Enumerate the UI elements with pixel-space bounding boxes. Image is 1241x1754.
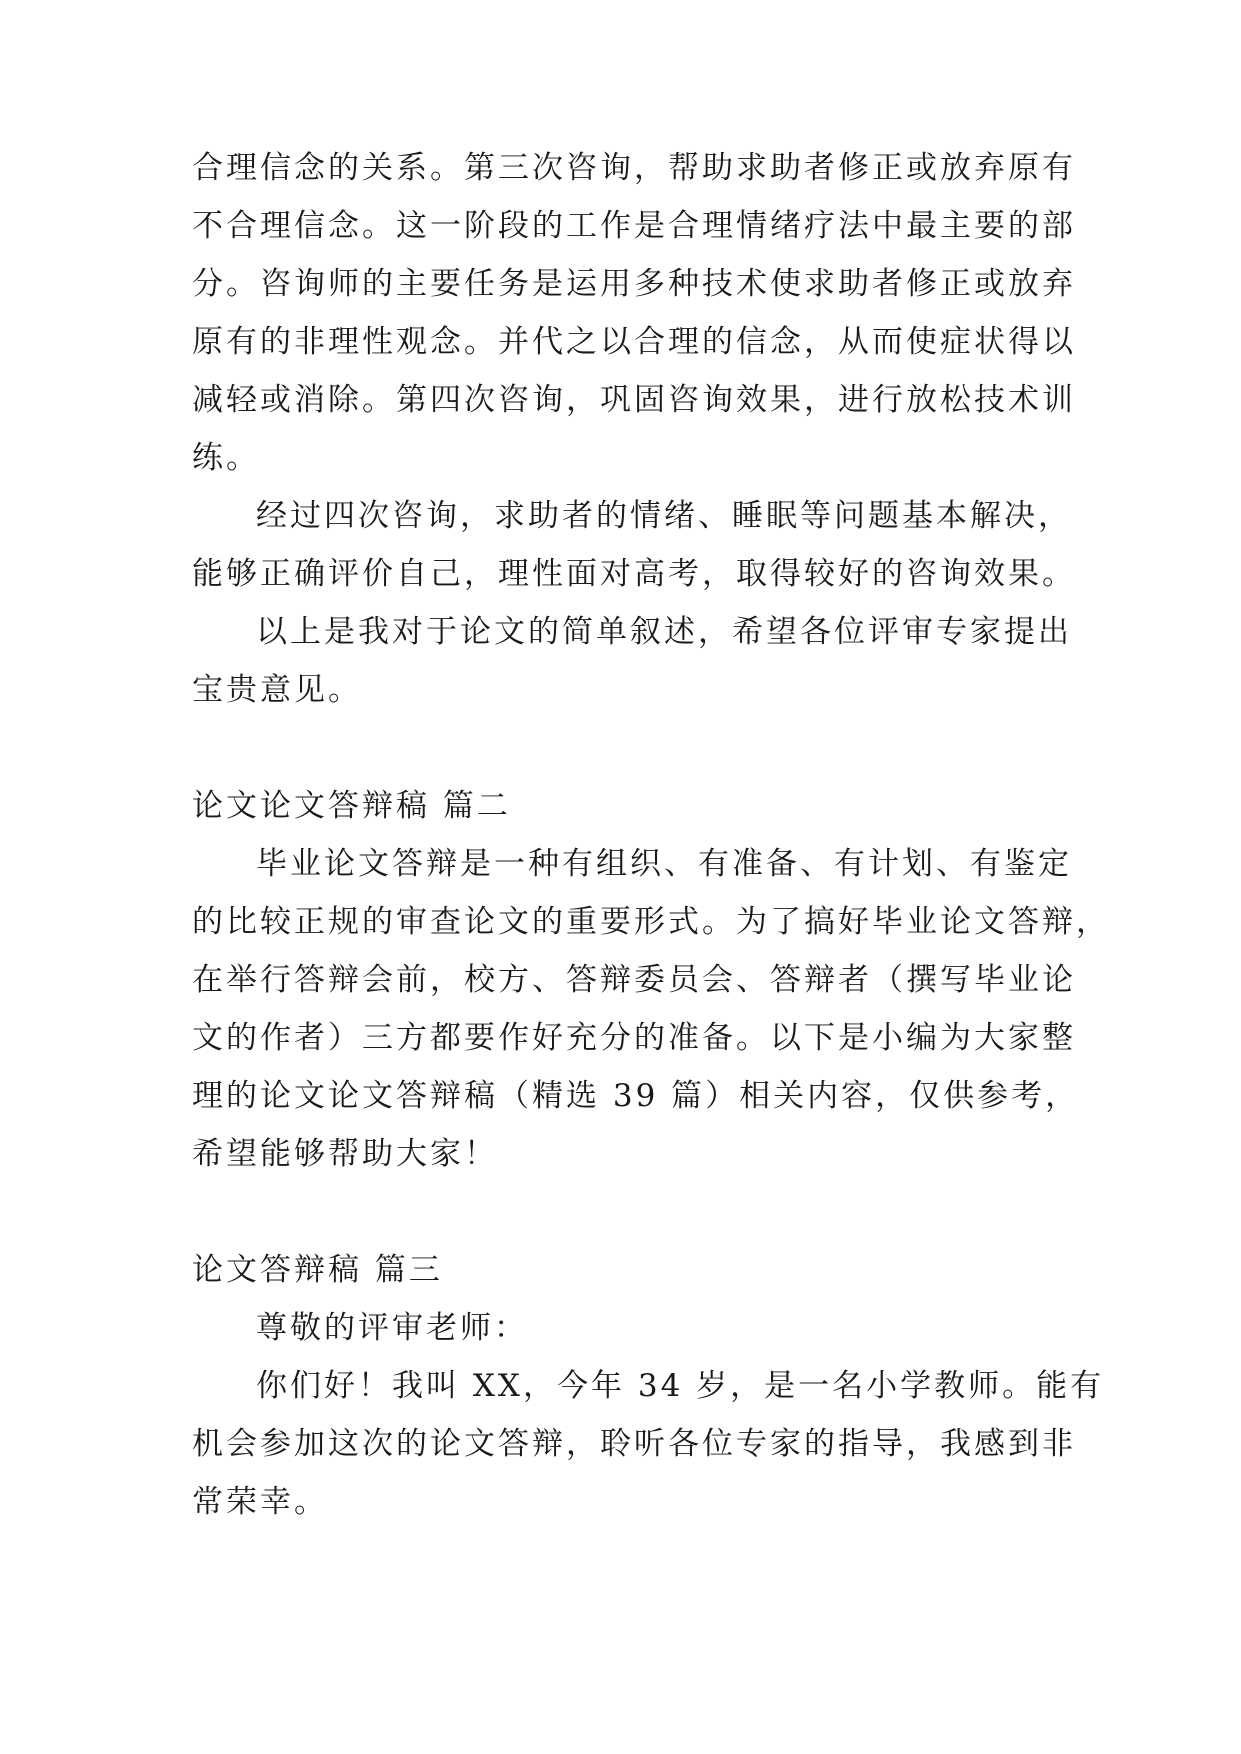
paragraph-first-line: 经过四次咨询，求助者的情绪、睡眠等问题基本解决， [256,498,1072,534]
paragraph-first-line: 以上是我对于论文的简单叙述，希望各位评审专家提出 [256,614,1072,650]
body-text-line: 合理信念的关系。第三次咨询，帮助求助者修正或放弃原有 [192,150,1076,186]
body-text-line: 能够正确评价自己，理性面对高考，取得较好的咨询效果。 [192,556,1076,592]
paragraph-first-line: 毕业论文答辩是一种有组织、有准备、有计划、有鉴定 [256,846,1072,882]
body-text-line: 原有的非理性观念。并代之以合理的信念，从而使症状得以 [192,324,1076,360]
body-text-line: 文的作者）三方都要作好充分的准备。以下是小编为大家整 [192,1020,1076,1056]
section-heading: 论文论文答辩稿 篇二 [192,788,511,824]
paragraph-first-line: 你们好！我叫 XX，今年 34 岁，是一名小学教师。能有 [256,1368,1105,1404]
body-text-line: 不合理信念。这一阶段的工作是合理情绪疗法中最主要的部 [192,208,1076,244]
body-text-line: 常荣幸。 [192,1484,328,1520]
body-text-line: 在举行答辩会前，校方、答辩委员会、答辩者（撰写毕业论 [192,962,1076,998]
body-text-line: 希望能够帮助大家！ [192,1136,498,1172]
body-text-line: 理的论文论文答辩稿（精选 39 篇）相关内容，仅供参考， [192,1078,1080,1114]
section-heading: 论文答辩稿 篇三 [192,1252,443,1288]
salutation: 尊敬的评审老师： [256,1310,528,1346]
body-text-line: 分。咨询师的主要任务是运用多种技术使求助者修正或放弃 [192,266,1076,302]
body-text-line: 减轻或消除。第四次咨询，巩固咨询效果，进行放松技术训 [192,382,1076,418]
body-text-line: 宝贵意见。 [192,672,362,708]
body-text-line: 练。 [192,440,260,476]
body-text-line: 的比较正规的审查论文的重要形式。为了搞好毕业论文答辩， [192,904,1110,940]
body-text-line: 机会参加这次的论文答辩，聆听各位专家的指导，我感到非 [192,1426,1076,1462]
